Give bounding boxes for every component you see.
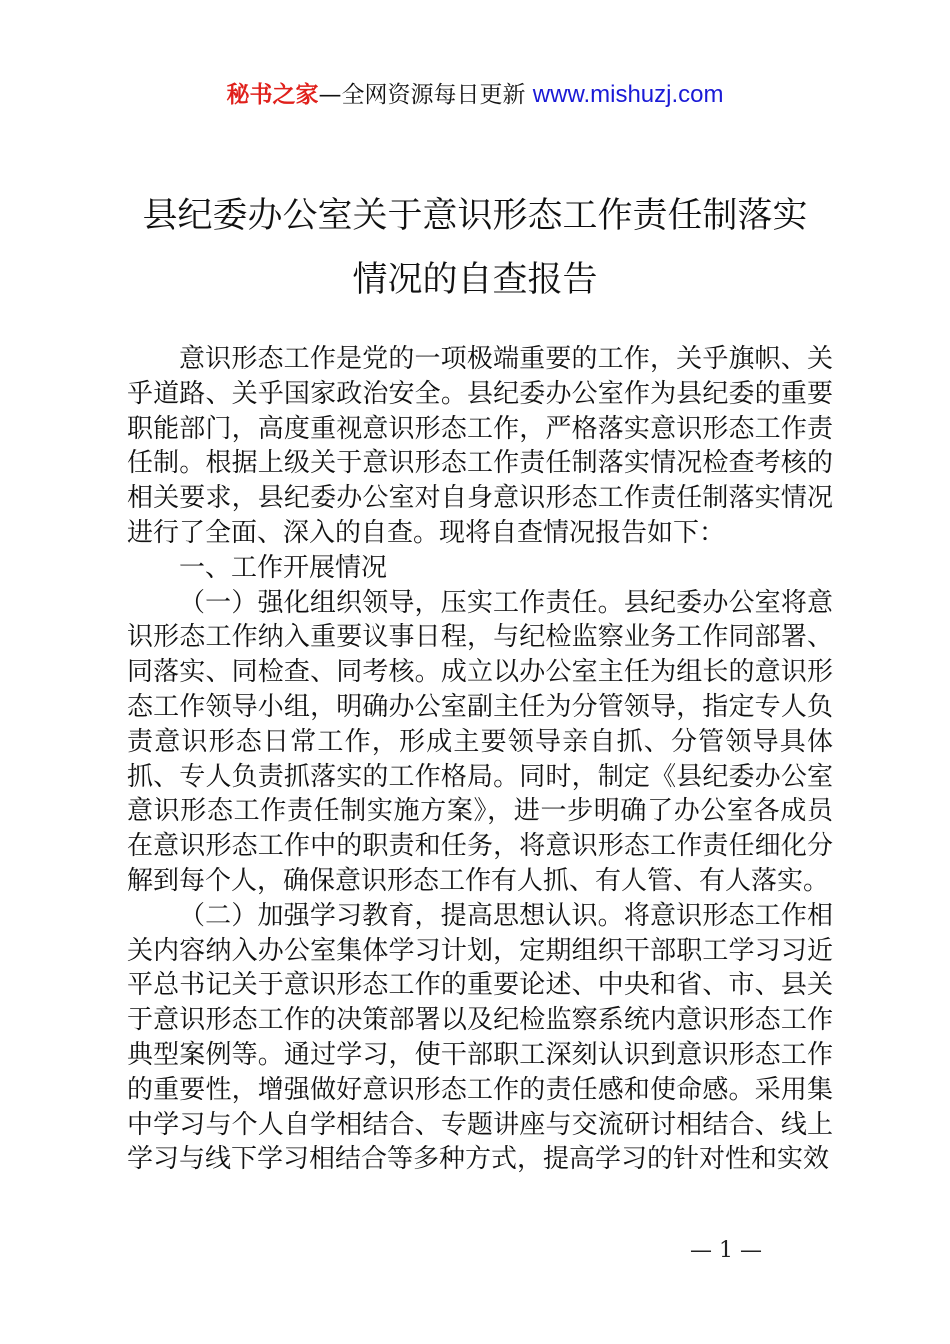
site-tagline: —全网资源每日更新	[318, 82, 526, 108]
document-title	[60, 184, 890, 312]
paragraph-section-1: （一）强化组织领导，压实工作责任。县纪委办公室将意识形态工作纳入重要议事日程，与纪检监察业务工作同部署、同落实、同检查、同考核。成立以办公室主任为组长的意识形态工作领导小组，明确办公室副主任为分管领导，指定专人负责意识形态日常工作，形成主要领导亲自抓、分管领导具体抓、专人负责抓落实的工作格局。同时，制定《县纪委办公室意识形态工作责任制实施方案》，进一步明确了办公室各成员在意识形态工作中的职责和任务，将意识形态工作责任细化分解到每个人，确保意识形态工作有人抓、有人管、有人落实。	[127, 587, 833, 896]
document-title-line-1: 县纪委办公室关于意识形态工作责任制落实	[142, 196, 808, 236]
paragraph-section-2: （二）加强学习教育，提高思想认识。将意识形态工作相关内容纳入办公室集体学习计划，定期组织干部职工学习习近平总书记关于意识形态工作的重要论述、中央和省、市、县关于意识形态工作的决策部署以及纪检监察系统内意识形态工作典型案例等。通过学习，使干部职工深刻认识到意识形态工作的重要性，增强做好意识形态工作的责任感和使命感。采用集中学习与个人自学相结合、专题讲座与交流研讨相结合、线上学习与线下学习相结合等多种方式，提高学习的针对性和实效	[127, 900, 833, 1175]
page-number: — 1 —	[690, 1238, 762, 1263]
site-url-link[interactable]: www.mishuzj.com	[532, 81, 724, 108]
document-body	[127, 342, 833, 1177]
site-header	[0, 78, 950, 112]
section-heading: 一、工作开展情况	[179, 552, 388, 583]
site-brand: 秘书之家	[226, 82, 319, 108]
paragraph-intro: 意识形态工作是党的一项极端重要的工作，关乎旗帜、关乎道路、关乎国家政治安全。县纪委办公室作为县纪委的重要职能部门，高度重视意识形态工作，严格落实意识形态工作责任制。根据上级关于意识形态工作责任制落实情况检查考核的相关要求，县纪委办公室对自身意识形态工作责任制落实情况进行了全面、深入的自查。现将自查情况报告如下：	[127, 344, 833, 548]
document-title-line-2: 情况的自查报告	[352, 260, 598, 300]
